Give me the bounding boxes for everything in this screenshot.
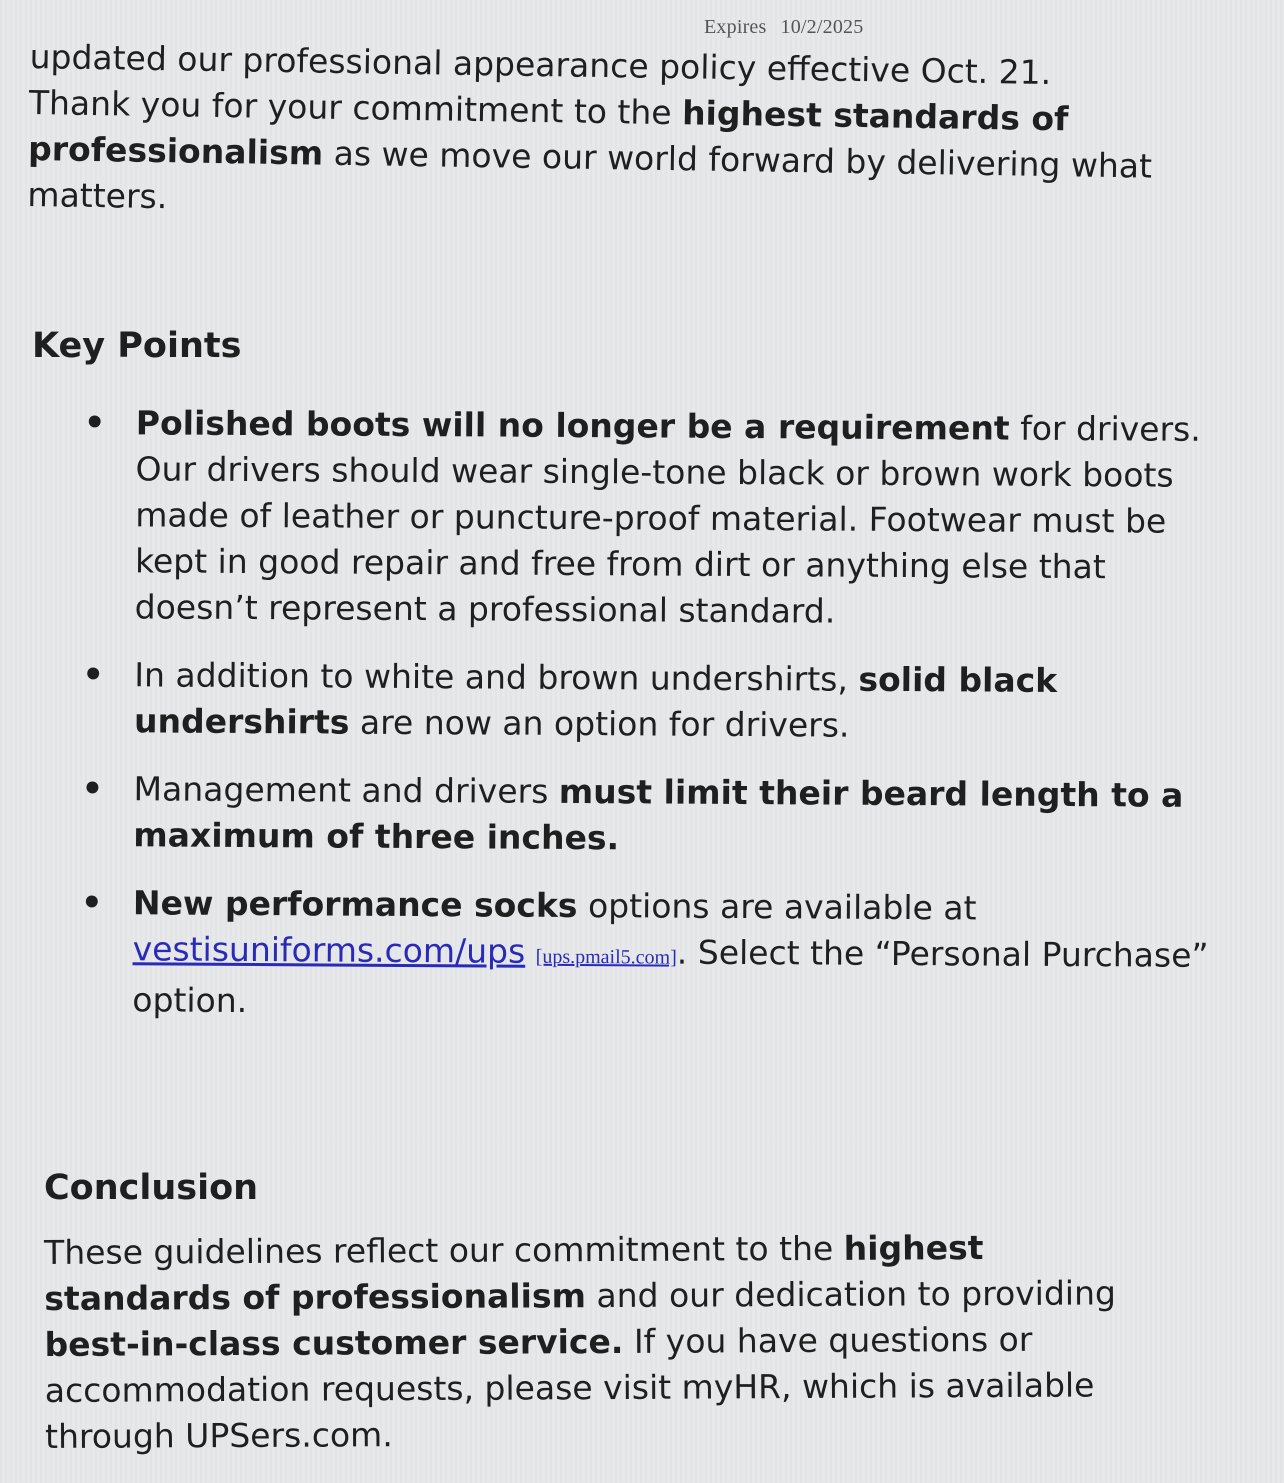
point-bold: Polished boots will no longer be a requirement bbox=[135, 403, 1010, 448]
bullet-icon: • bbox=[81, 768, 104, 810]
intro-paragraph bbox=[27, 34, 1240, 237]
point-text: In addition to white and brown undershirts, bbox=[134, 655, 859, 699]
conclusion-text: and our dedication to providing bbox=[585, 1273, 1116, 1316]
intro-thanks-prefix: Thank you for your commitment to the bbox=[28, 82, 683, 133]
conclusion-paragraph bbox=[44, 1224, 1145, 1460]
list-item bbox=[81, 766, 1212, 865]
intro-thanks-bold: highest standards of professionalism bbox=[27, 93, 1069, 173]
intro-thanks-suffix: as we move our world forward by delivering what matters. bbox=[27, 133, 1153, 217]
expires-label: Expires bbox=[704, 16, 767, 38]
link-redirect-note[interactable]: [ups.pmail5.com] bbox=[535, 945, 677, 969]
list-item bbox=[82, 652, 1213, 751]
conclusion-text: These guidelines reflect our commitment to the bbox=[44, 1228, 844, 1272]
intro-line: updated our professional appearance policy effective Oct. 21. bbox=[29, 36, 1052, 93]
intro-thanks bbox=[27, 80, 1239, 237]
point-text: . Select the “Personal Purchase” option. bbox=[132, 932, 1209, 1021]
conclusion-bold: highest standards of professionalism bbox=[44, 1228, 984, 1318]
key-points-list bbox=[80, 400, 1214, 1052]
vestis-link[interactable]: vestisuniforms.com/ups bbox=[132, 929, 526, 971]
expires-date: 10/2/2025 bbox=[780, 16, 864, 38]
conclusion-text: If you have questions or accommodation requests, please visit myHR, which is available through UPSers.com. bbox=[44, 1319, 1095, 1456]
list-item bbox=[83, 400, 1214, 637]
list-item bbox=[80, 880, 1211, 1030]
conclusion-heading: Conclusion bbox=[44, 1168, 259, 1208]
point-text: for drivers. Our drivers should wear single-tone black or brown work boots made of leather or puncture-proof material. Footwear must be kept in good repair and free from dirt or anything else that doesn’t represent a professional standard. bbox=[134, 408, 1201, 631]
expiry-stamp bbox=[704, 16, 863, 39]
point-bold: New performance socks bbox=[132, 883, 578, 926]
point-text: are now an option for drivers. bbox=[349, 702, 850, 745]
point-text: options are available at bbox=[577, 886, 977, 928]
bullet-icon: • bbox=[83, 402, 106, 444]
bullet-icon: • bbox=[80, 882, 103, 924]
key-points-heading: Key Points bbox=[32, 326, 242, 366]
point-bold: solid black undershirts bbox=[133, 659, 1058, 742]
conclusion-bold: best-in-class customer service. bbox=[44, 1321, 624, 1364]
point-text: Management and drivers bbox=[133, 769, 559, 811]
bullet-icon: • bbox=[82, 654, 105, 696]
point-bold: must limit their beard length to a maximum of three inches. bbox=[133, 771, 1184, 858]
